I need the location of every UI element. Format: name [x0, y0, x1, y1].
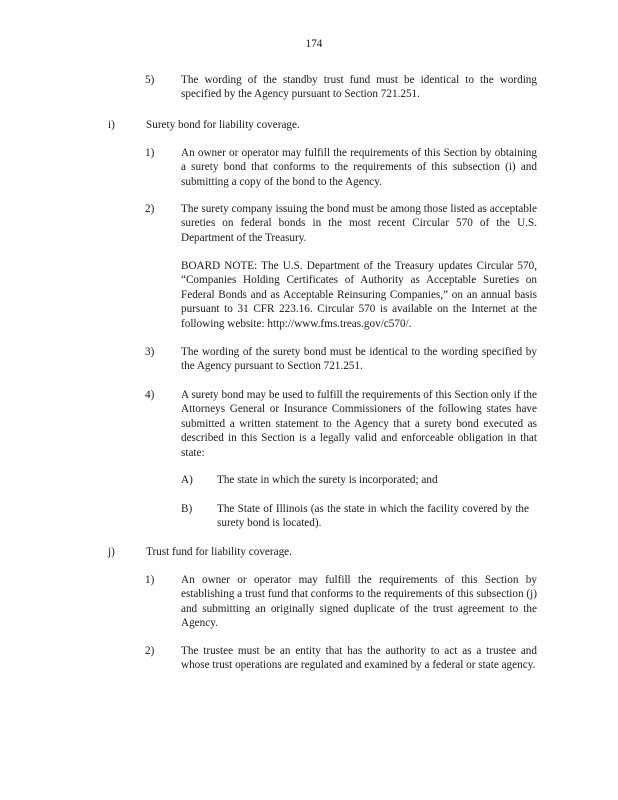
subsection-label-i: i): [108, 119, 115, 131]
paragraph-trustee-authority: The trustee must be an entity that has the authority to act as a trustee and whose trust operations are regulated and examined by a federal or state agency.: [181, 645, 537, 672]
item-label-i-4: 4): [145, 389, 155, 401]
item-label-j-1: 1): [145, 574, 155, 586]
paragraph-surety-bond-wording: The wording of the surety bond must be identical to the wording specified by the Agency pursuant to Section 721.251.: [181, 346, 537, 373]
subsection-heading-trust-fund: Trust fund for liability coverage.: [146, 546, 292, 558]
item-label-i-3: 3): [145, 346, 155, 358]
paragraph-surety-company: The surety company issuing the bond must be among those listed as acceptable sureties on federal bonds in the most recent Circular 570 of the U.S. Department of the Treasury.: [181, 203, 537, 244]
item-label-5: 5): [145, 74, 155, 86]
paragraph-surety-bond-fulfill: An owner or operator may fulfill the requirements of this Section by obtaining a surety bond that conforms to the requirements of this subsection (i) and submitting a copy of the bond to the Agency.: [181, 147, 537, 188]
item-label-i-4-A: A): [181, 474, 193, 486]
paragraph-state-incorporated: The state in which the surety is incorporated; and: [217, 474, 438, 486]
board-note: BOARD NOTE: The U.S. Department of the Treasury updates Circular 570, “Companies Holding Certificates of Authority as Acceptable Sureties on Federal Bonds and as Acceptable Reinsuring Companies,” on an annual basis pursuant to 31 CFR 223.16. Circular 570 is available on the Internet at the following website: http://www.fms.treas.gov/c570/.: [181, 260, 537, 330]
paragraph-state-illinois: The State of Illinois (as the state in which the facility covered by the surety bond is located).: [217, 503, 529, 530]
subsection-heading-surety-bond: Surety bond for liability coverage.: [146, 119, 300, 131]
item-label-i-1: 1): [145, 147, 155, 159]
page-number: 174: [305, 38, 323, 50]
item-label-j-2: 2): [145, 645, 155, 657]
paragraph-standby-trust-wording: The wording of the standby trust fund must be identical to the wording specified by the Agency pursuant to Section 721.251.: [181, 74, 537, 101]
item-label-i-2: 2): [145, 203, 155, 215]
paragraph-surety-bond-states: A surety bond may be used to fulfill the requirements of this Section only if the Attorneys General or Insurance Commissioners of the following states have submitted a written statement to the Agency that a surety bond executed as described in this Section is a legally valid and enforceable obligation in that state:: [181, 389, 537, 459]
item-label-i-4-B: B): [181, 503, 193, 515]
subsection-label-j: j): [108, 546, 115, 558]
paragraph-trust-fund-fulfill: An owner or operator may fulfill the requirements of this Section by establishing a trust fund that conforms to the requirements of this subsection (j) and submitting an originally signed duplicate of the trust agreement to the Agency.: [181, 574, 537, 630]
